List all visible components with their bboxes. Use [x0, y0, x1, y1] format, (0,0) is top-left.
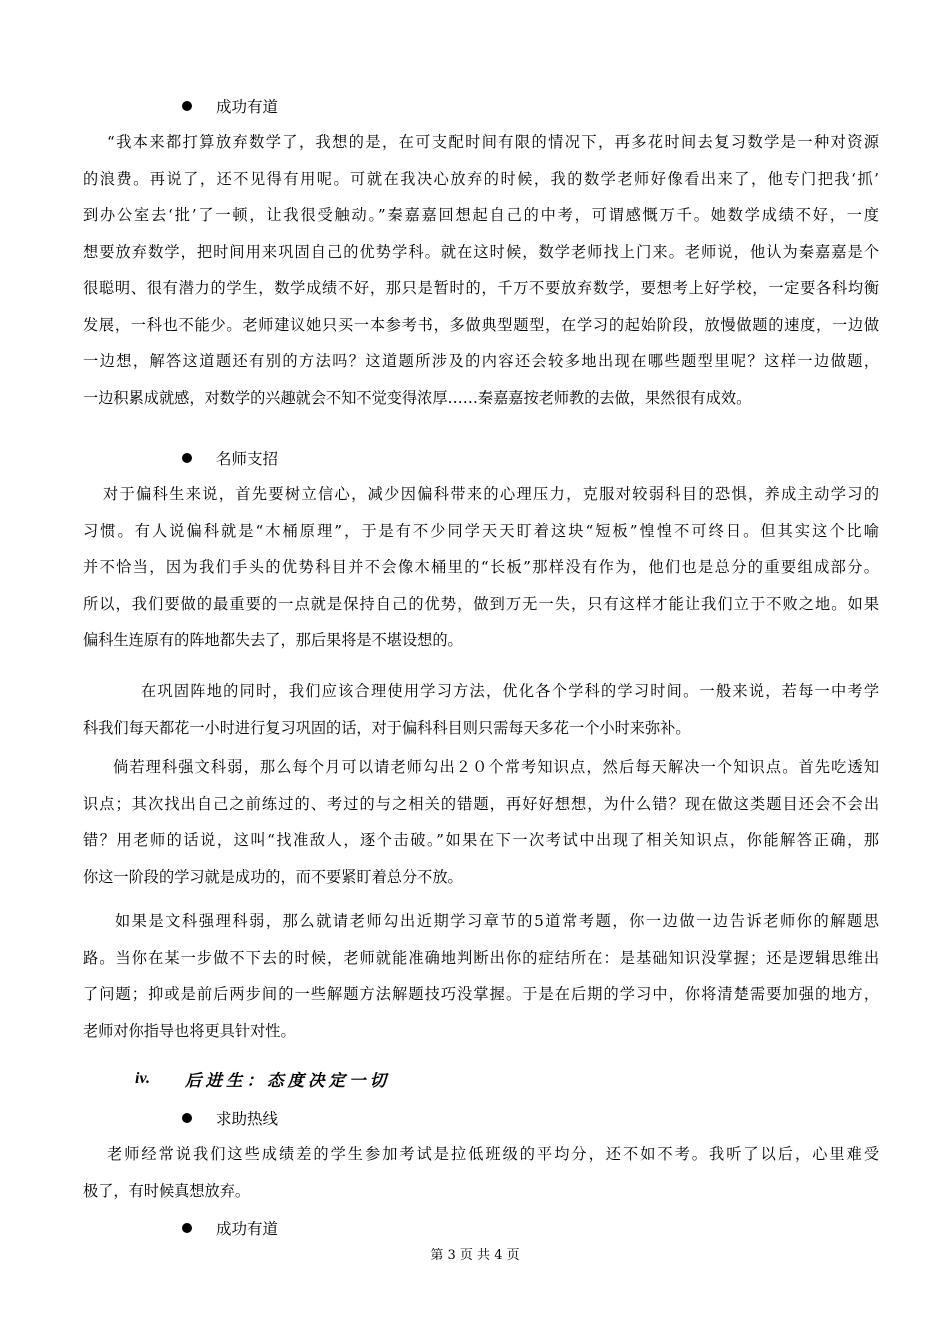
text-line: 所以，我们要做的最重要的一点就是保持自己的优势，做到万无一失，只有这样才能让我们立于不败之地。如果 — [83, 594, 879, 613]
bullet-dot-icon — [182, 1223, 192, 1233]
text-line: 路。当你在某一步做不下去的时候，老师就能准确地判断出你的症结所在：是基础知识没掌握；还是逻辑思维出 — [83, 948, 879, 967]
text-line: 偏科生连原有的阵地都失去了，那后果将是不堪设想的。 — [83, 631, 463, 649]
paragraph-science-strong — [83, 749, 879, 895]
paragraph-qin-story — [83, 124, 879, 416]
paragraph-time-management — [83, 673, 879, 746]
bullet-dot-icon — [182, 453, 192, 463]
bullet-success-way-2 — [182, 1216, 278, 1240]
text-line: 一边想，解答这道题还有别的方法吗？这道题所涉及的内容还会较多地出现在哪些题型里呢？这样一边做题， — [83, 352, 879, 370]
text-line: 并不恰当，因为我们手头的优势科目并不会像木桶里的“长板”那样没有作为，他们也是总分的重要组成部分。 — [83, 558, 879, 576]
text-line: 到办公室去‘批’了一顿，让我很受触动。”秦嘉嘉回想起自己的中考，可谓感慨万千。她数学成绩不好，一度 — [83, 206, 879, 224]
bullet-label: 求助热线 — [216, 1110, 279, 1128]
text-line: “我本来都打算放弃数学了，我想的是，在可支配时间有限的情况下，再多花时间去复习数学是一种对资源 — [107, 133, 879, 151]
paragraph-confidence — [83, 476, 879, 659]
bullet-label: 成功有道 — [216, 98, 279, 116]
text-line: 想要放弃数学，把时间用来巩固自己的优势学科。就在这时候，数学老师找上门来。老师说，他认为秦嘉嘉是个 — [83, 242, 879, 261]
text-line: 你这一阶段的学习就是成功的，而不要紧盯着总分不放。 — [83, 867, 463, 886]
text-line: 了问题；抑或是前后两步间的一些解题方法解题技巧没掌握。于是在后期的学习中，你将清楚需要加强的地方， — [83, 985, 879, 1003]
text-line: 对于偏科生来说，首先要树立信心，减少因偏科带来的心理压力，克服对较弱科目的恐惧，养成主动学习的 — [103, 485, 879, 503]
text-line: 发展，一科也不能少。老师建议她只买一本参考书，多做典型题型，在学习的起始阶段，放慢做题的速度，一边做 — [83, 315, 879, 334]
bullet-teacher-tips — [182, 446, 278, 470]
bullet-help-hotline — [182, 1106, 278, 1130]
text-line: 如果是文科强理科弱，那么就请老师勾出近期学习章节的5道常考题，你一边做一边告诉老师你的解题思 — [115, 912, 879, 930]
text-line: 在巩固阵地的同时，我们应该合理使用学习方法，优化各个学科的学习时间。一般来说，若每一中考学 — [141, 682, 879, 700]
bullet-dot-icon — [182, 1113, 192, 1123]
text-line: 错？用老师的话说，这叫“找准敌人，逐个击破。”如果在下一次考试中出现了相关知识点，你能解答正确，那 — [83, 831, 879, 849]
text-line: 习惯。有人说偏科就是“木桶原理”，于是有不少同学天天盯着这块“短板”惶惶不可终日。但其实这个比喻 — [83, 521, 879, 540]
text-line: 的浪费。再说了，还不见得有用呢。可就在我决心放弃的时候，我的数学老师好像看出来了，他专门把我‘抓’ — [83, 169, 879, 188]
bullet-label: 名师支招 — [216, 450, 279, 468]
paragraph-give-up — [83, 1136, 879, 1209]
bullet-dot-icon — [182, 101, 192, 111]
bullet-success-way-1 — [182, 94, 278, 118]
text-line: 识点；其次找出自己之前练过的、考过的与之相关的错题，再好好想想，为什么错？现在做这类题目还会不会出 — [83, 794, 879, 813]
paragraph-arts-strong — [83, 903, 879, 1049]
section-heading-laggards — [135, 1064, 390, 1094]
text-line: 极了，有时候真想放弃。 — [83, 1181, 251, 1200]
section-number: iv. — [135, 1070, 150, 1087]
bullet-label: 成功有道 — [216, 1220, 279, 1238]
text-line: 老师经常说我们这些成绩差的学生参加考试是拉低班级的平均分，还不如不考。我听了以后，心里难受 — [107, 1145, 879, 1163]
text-line: 很聪明、很有潜力的学生，数学成绩不好，那只是暂时的，千万不要放弃数学，要想考上好学校，一定要各科均衡 — [83, 279, 879, 297]
page-number-footer: 第 3 页 共 4 页 — [430, 1248, 520, 1263]
text-line: 一边积累成就感，对数学的兴趣就会不知不觉变得浓厚……秦嘉嘉按老师教的去做，果然很有成效。 — [83, 388, 752, 407]
text-line: 老师对你指导也将更具针对性。 — [83, 1021, 296, 1040]
text-line: 倘若理科强文科弱，那么每个月可以请老师勾出２０个常考知识点，然后每天解决一个知识点。首先吃透知 — [113, 758, 879, 776]
section-title: 后进生：态度决定一切 — [185, 1071, 390, 1090]
text-line: 科我们每天都花一小时进行复习巩固的话，对于偏科科目则只需每天多花一个小时来弥补。 — [83, 718, 691, 737]
